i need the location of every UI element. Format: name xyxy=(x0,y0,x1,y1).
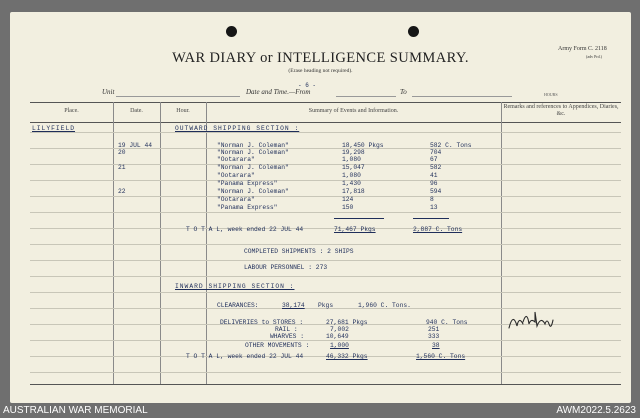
labour-personnel: LABOUR PERSONNEL : 273 xyxy=(244,264,328,271)
footer-institution: AUSTRALIAN WAR MEMORIAL xyxy=(3,405,148,416)
clearances-pkgs: 38,174 xyxy=(282,302,305,309)
delivery-pkgs: 10,649 xyxy=(326,333,349,340)
row-ship: "Norman J. Coleman" xyxy=(217,188,289,195)
row-pkgs: 18,450 Pkgs xyxy=(342,142,384,149)
delivery-tons: 333 xyxy=(428,333,440,340)
row-tons: 67 xyxy=(430,156,438,163)
hours-label: HOURS xyxy=(544,92,558,97)
army-form-number: Army Form C. 2118 xyxy=(558,46,607,52)
row-tons: 704 xyxy=(430,149,442,156)
clearances-pkgs-unit: Pkgs xyxy=(318,302,334,309)
row-tons: 582 C. Tons xyxy=(430,142,472,149)
inward-heading: INWARD SHIPPING SECTION : xyxy=(175,283,295,290)
delivery-tons: 251 xyxy=(428,326,440,333)
footer-accession-number: AWM2022.5.2623 xyxy=(556,405,636,416)
outward-heading: OUTWARD SHIPPING SECTION : xyxy=(175,125,300,132)
row-tons: 96 xyxy=(430,180,438,187)
clearances-tons: 1,960 C. Tons. xyxy=(358,302,411,309)
form-title: WAR DIARY or INTELLIGENCE SUMMARY. xyxy=(172,50,469,66)
row-pkgs: 1,430 xyxy=(342,180,361,187)
to-label: To xyxy=(400,88,407,96)
clearances-label: CLEARANCES: xyxy=(217,302,259,309)
col-date: Date. xyxy=(130,108,143,114)
row-date: 19 JUL 44 xyxy=(118,142,153,149)
row-date: 21 xyxy=(118,164,126,171)
army-form-note: (adv Prd.) xyxy=(586,54,602,59)
row-tons: 41 xyxy=(430,172,438,179)
delivery-label: WHARVES : xyxy=(270,333,305,340)
delivery-pkgs: 1,000 xyxy=(330,342,349,349)
delivery-pkgs: 27,681 Pkgs xyxy=(326,319,368,326)
form-subtitle: (Erase heading not required). xyxy=(288,68,353,74)
diary-sheet xyxy=(10,12,631,403)
punch-hole-right xyxy=(408,26,419,37)
row-date: 22 xyxy=(118,188,126,195)
row-ship: "Panama Express" xyxy=(217,204,278,211)
row-tons: 13 xyxy=(430,204,438,211)
inward-total-pkgs: 46,332 Pkgs xyxy=(326,353,368,360)
signature xyxy=(505,304,565,334)
col-hour: Hour. xyxy=(176,108,190,114)
row-tons: 594 xyxy=(430,188,442,195)
inward-total-label: T O T A L, week ended 22 JUL 44 xyxy=(186,353,304,360)
row-pkgs: 19,298 xyxy=(342,149,365,156)
page-number: - 6 - xyxy=(298,82,317,89)
row-ship: "Ootarara" xyxy=(217,196,255,203)
delivery-label: DELIVERIES to STORES : xyxy=(220,319,304,326)
unit-label: Unit xyxy=(102,88,115,96)
delivery-label: OTHER MOVEMENTS : xyxy=(245,342,310,349)
army-form-label xyxy=(558,46,607,60)
row-pkgs: 150 xyxy=(342,204,354,211)
row-ship: "Ootarara" xyxy=(217,156,255,163)
row-date: 20 xyxy=(118,149,126,156)
row-ship: "Norman J. Coleman" xyxy=(217,142,289,149)
row-tons: 8 xyxy=(430,196,434,203)
outward-total-tons: 2,887 C. Tons xyxy=(413,226,463,233)
col-place: Place. xyxy=(64,108,79,114)
place-name: LILYFIELD xyxy=(32,125,76,132)
row-ship: "Ootarara" xyxy=(217,172,255,179)
delivery-pkgs: 7,002 xyxy=(330,326,349,333)
row-tons: 582 xyxy=(430,164,442,171)
outward-total-label: T O T A L, week ended 22 JUL 44 xyxy=(186,226,304,233)
row-pkgs: 1,080 xyxy=(342,156,361,163)
col-remarks: Remarks and references to Appendices, Diaries, &c. xyxy=(503,104,619,117)
row-pkgs: 1,080 xyxy=(342,172,361,179)
inward-total-tons: 1,560 C. Tons xyxy=(416,353,466,360)
punch-hole-left xyxy=(226,26,237,37)
row-pkgs: 15,047 xyxy=(342,164,365,171)
row-pkgs: 17,818 xyxy=(342,188,365,195)
col-summary: Summary of Events and Information. xyxy=(308,108,399,114)
delivery-label: RAIL : xyxy=(275,326,298,333)
completed-shipments: COMPLETED SHIPMENTS : 2 SHIPS xyxy=(244,248,354,255)
row-ship: "Norman J. Coleman" xyxy=(217,164,289,171)
delivery-tons: 940 C. Tons xyxy=(426,319,468,326)
outward-total-pkgs: 71,467 Pkgs xyxy=(334,226,376,233)
row-pkgs: 124 xyxy=(342,196,354,203)
row-ship: "Norman J. Coleman" xyxy=(217,149,289,156)
date-time-label: Date and Time.—From xyxy=(246,88,311,96)
delivery-tons: 38 xyxy=(432,342,440,349)
row-ship: "Panama Express" xyxy=(217,180,278,187)
